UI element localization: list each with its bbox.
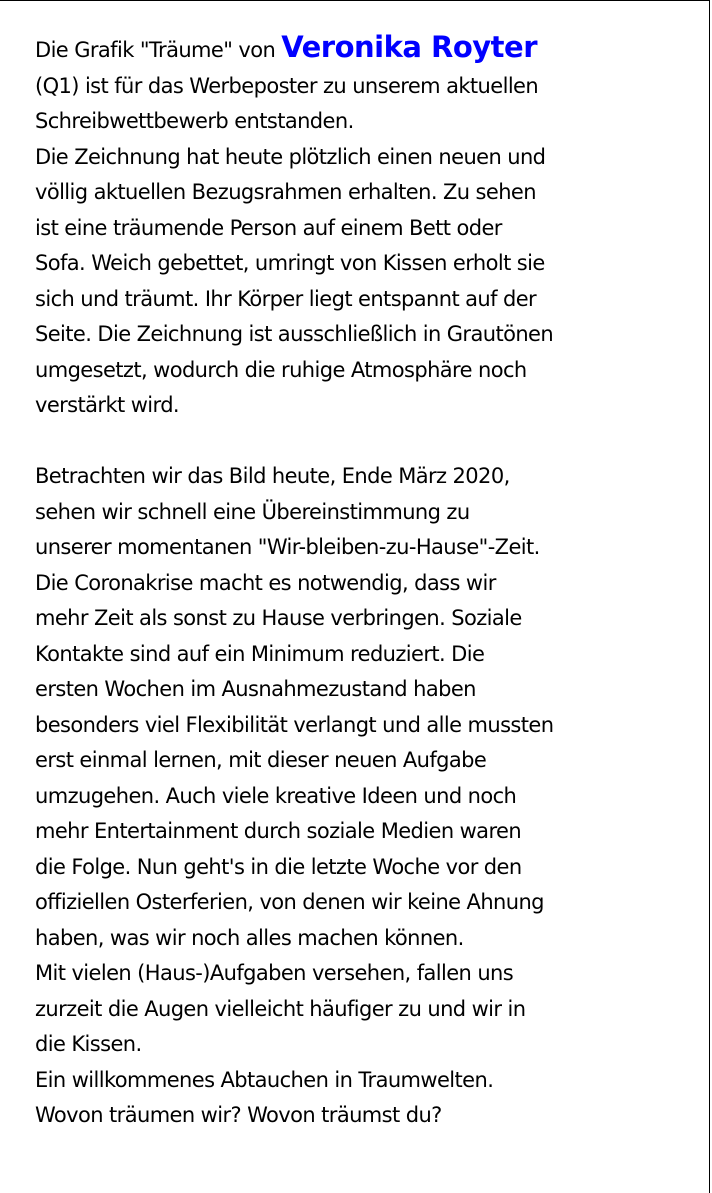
- paragraph-2: [35, 459, 685, 1134]
- text-line: Seite. Die Zeichnung ist ausschließlich in Grautönen: [35, 322, 554, 346]
- text-line: die Folge. Nun geht's in die letzte Woche vor den: [35, 854, 522, 879]
- text-line: Sofa. Weich gebettet, umringt von Kissen erholt sie: [35, 251, 545, 275]
- text-line: haben, was wir noch alles machen können.: [35, 925, 464, 950]
- text-line: Schreibwettbewerb entstanden.: [35, 109, 354, 133]
- text-line: zurzeit die Augen vielleicht häufiger zu und wir in: [35, 996, 526, 1021]
- text-line: ist eine träumende Person auf einem Bett oder: [35, 215, 502, 240]
- text-line: völlig aktuellen Bezugsrahmen erhalten. Zu sehen: [35, 180, 536, 204]
- article-body: [35, 30, 685, 1134]
- text-line: Betrachten wir das Bild heute, Ende März 2020,: [35, 464, 510, 488]
- text-line: erst einmal lernen, mit dieser neuen Aufgabe: [35, 748, 487, 772]
- intro-line: [35, 30, 685, 69]
- text-line: Wovon träumen wir? Wovon träumst du?: [35, 1103, 442, 1127]
- text-line: sich und träumt. Ihr Körper liegt entspannt auf der: [35, 286, 537, 311]
- intro-prefix: Die Grafik "Träume" von: [35, 38, 282, 62]
- text-line: (Q1) ist für das Werbeposter zu unserem aktuellen: [35, 73, 539, 98]
- text-line: mehr Entertainment durch soziale Medien waren: [35, 819, 522, 843]
- paragraph-spacer: [35, 424, 685, 460]
- author-link[interactable]: Veronika Royter: [281, 30, 538, 64]
- text-line: Mit vielen (Haus-)Aufgaben versehen, fallen uns: [35, 961, 514, 985]
- text-line: verstärkt wird.: [35, 393, 180, 417]
- text-line: besonders viel Flexibilität verlangt und alle mussten: [35, 712, 554, 737]
- text-line: umzugehen. Auch viele kreative Ideen und noch: [35, 783, 517, 808]
- text-line: Die Coronakrise macht es notwendig, dass wir: [35, 570, 496, 595]
- text-line: Die Zeichnung hat heute plötzlich einen neuen und: [35, 144, 546, 169]
- text-line: Ein willkommenes Abtauchen in Traumwelten.: [35, 1067, 494, 1092]
- text-line: offiziellen Osterferien, von denen wir keine Ahnung: [35, 890, 544, 914]
- text-line: die Kissen.: [35, 1032, 142, 1056]
- text-line: umgesetzt, wodurch die ruhige Atmosphäre noch: [35, 357, 527, 382]
- text-line: mehr Zeit als sonst zu Hause verbringen. Soziale: [35, 606, 522, 630]
- text-line: sehen wir schnell eine Übereinstimmung zu: [35, 499, 470, 524]
- paragraph-1: [35, 69, 685, 424]
- text-line: ersten Wochen im Ausnahmezustand haben: [35, 677, 476, 701]
- text-line: unserer momentanen "Wir-bleiben-zu-Hause"-Zeit.: [35, 535, 540, 559]
- text-line: Kontakte sind auf ein Minimum reduziert. Die: [35, 641, 485, 666]
